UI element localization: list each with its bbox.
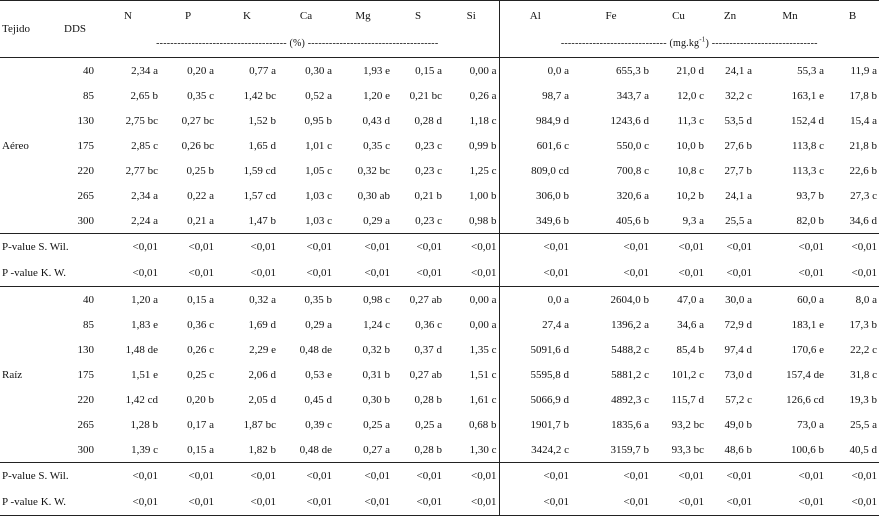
value-cell: 0,23 c: [415, 214, 442, 227]
value-cell: 1,65 d: [248, 139, 276, 152]
stat-cell: <0,01: [678, 241, 704, 253]
value-cell: 25,5 a: [725, 214, 752, 227]
value-cell: 5881,2 c: [611, 368, 649, 381]
value-cell: 2,06 d: [248, 368, 276, 381]
value-cell: 5091,6 d: [530, 343, 569, 356]
table-row: [0, 158, 879, 183]
table-row: [0, 287, 879, 313]
value-cell: 1,93 e: [363, 64, 390, 77]
stat-cell: <0,01: [678, 267, 704, 279]
value-cell: 700,8 c: [616, 164, 649, 177]
value-cell: 0,28 b: [414, 393, 442, 406]
value-cell: 57,2 c: [725, 393, 752, 406]
stat-cell: <0,01: [798, 241, 824, 253]
value-cell: 2,85 c: [131, 139, 158, 152]
value-cell: 0,30 ab: [357, 189, 390, 202]
value-cell: 152,4 d: [791, 114, 824, 127]
value-cell: 0,28 d: [414, 114, 442, 127]
value-cell: 0,26 a: [444, 83, 499, 108]
stat-row: [0, 260, 879, 287]
value-cell: 1,82 b: [248, 443, 276, 456]
table-row: [0, 183, 879, 208]
dds-cell: 130: [77, 114, 94, 127]
value-cell: 55,3 a: [797, 64, 824, 77]
stat-cell: <0,01: [364, 267, 390, 279]
stat-label: P-value S. Wil.: [2, 470, 69, 482]
value-cell: 21,8 b: [849, 139, 877, 152]
element-header-ca: Ca: [299, 9, 313, 22]
value-cell: 1,59 cd: [243, 164, 276, 177]
value-cell: 0,15 a: [187, 293, 214, 306]
dds-cell: 220: [77, 393, 94, 406]
stat-cell: <0,01: [416, 241, 442, 253]
element-header-k: K: [243, 9, 251, 22]
value-cell: 3159,7 b: [610, 443, 649, 456]
value-cell: 0,39 c: [305, 418, 332, 431]
value-cell: 0,28 b: [414, 443, 442, 456]
value-cell: 30,0 a: [725, 293, 752, 306]
stat-cell: <0,01: [798, 267, 824, 279]
value-cell: 0,25 a: [363, 418, 390, 431]
value-cell: 5066,9 d: [530, 393, 569, 406]
stat-cell: <0,01: [416, 470, 442, 482]
stat-cell: <0,01: [250, 470, 276, 482]
element-header-mn: Mn: [782, 9, 798, 22]
stat-cell: <0,01: [623, 496, 649, 508]
stat-cell: <0,01: [188, 241, 214, 253]
value-cell: 157,4 de: [786, 368, 824, 381]
value-cell: 1,28 b: [130, 418, 158, 431]
value-cell: 0,29 a: [305, 318, 332, 331]
stat-cell: <0,01: [364, 241, 390, 253]
value-cell: 1,52 b: [248, 114, 276, 127]
value-cell: 24,1 a: [725, 64, 752, 77]
value-cell: 0,26 c: [187, 343, 214, 356]
stat-cell: <0,01: [306, 241, 332, 253]
element-header-mg: Mg: [355, 9, 371, 22]
value-cell: 2604,0 b: [610, 293, 649, 306]
stat-cell: <0,01: [250, 267, 276, 279]
value-cell: 0,95 b: [304, 114, 332, 127]
element-header-al: Al: [529, 9, 541, 22]
stat-cell: <0,01: [416, 496, 442, 508]
value-cell: 0,98 b: [444, 208, 499, 234]
value-cell: 0,37 d: [414, 343, 442, 356]
value-cell: 1,20 e: [363, 89, 390, 102]
value-cell: 0,15 a: [187, 443, 214, 456]
value-cell: 0,35 c: [363, 139, 390, 152]
value-cell: 0,21 b: [414, 189, 442, 202]
stat-cell: <0,01: [188, 496, 214, 508]
tissue-label: Aéreo: [2, 139, 29, 152]
stat-cell: <0,01: [306, 496, 332, 508]
value-cell: 4892,3 c: [611, 393, 649, 406]
table-row: [0, 312, 879, 337]
value-cell: 113,8 c: [792, 139, 824, 152]
value-cell: 2,34 a: [131, 189, 158, 202]
value-cell: 0,17 a: [187, 418, 214, 431]
value-cell: 53,5 d: [724, 114, 752, 127]
value-cell: 113,3 c: [792, 164, 824, 177]
value-cell: 1,35 c: [444, 337, 499, 362]
value-cell: 984,9 d: [536, 114, 569, 127]
value-cell: 170,6 e: [791, 343, 824, 356]
value-cell: 0,32 b: [362, 343, 390, 356]
value-cell: 40,5 d: [849, 443, 877, 456]
value-cell: 3424,2 c: [531, 443, 569, 456]
value-cell: 17,8 b: [849, 89, 877, 102]
value-cell: 0,20 b: [186, 393, 214, 406]
value-cell: 1,03 c: [305, 214, 332, 227]
stat-row: [0, 234, 879, 261]
value-cell: 0,23 c: [415, 164, 442, 177]
value-cell: 126,6 cd: [786, 393, 824, 406]
value-cell: 22,6 b: [849, 164, 877, 177]
value-cell: 72,9 d: [724, 318, 752, 331]
stat-cell: <0,01: [851, 496, 877, 508]
stat-cell: <0,01: [678, 470, 704, 482]
value-cell: 1,03 c: [305, 189, 332, 202]
value-cell: 2,77 bc: [125, 164, 158, 177]
header-row: [0, 1, 879, 31]
value-cell: 2,75 bc: [125, 114, 158, 127]
value-cell: 1,61 c: [444, 387, 499, 412]
value-cell: 1,83 e: [131, 318, 158, 331]
value-cell: 1,51 e: [131, 368, 158, 381]
stat-cell: <0,01: [444, 234, 499, 261]
dds-cell: 85: [83, 89, 94, 102]
value-cell: 0,26 bc: [181, 139, 214, 152]
value-cell: 0,15 a: [415, 64, 442, 77]
stat-cell: <0,01: [623, 267, 649, 279]
value-cell: 0,48 de: [299, 343, 332, 356]
value-cell: 655,3 b: [616, 64, 649, 77]
value-cell: 17,3 b: [849, 318, 877, 331]
stat-cell: <0,01: [543, 267, 569, 279]
stat-cell: <0,01: [623, 241, 649, 253]
value-cell: 0,20 a: [187, 64, 214, 77]
value-cell: 0,30 b: [362, 393, 390, 406]
value-cell: 0,36 c: [187, 318, 214, 331]
value-cell: 5488,2 c: [611, 343, 649, 356]
value-cell: 49,0 b: [724, 418, 752, 431]
element-header-zn: Zn: [723, 9, 737, 22]
value-cell: 31,8 c: [850, 368, 877, 381]
value-cell: 343,7 a: [616, 89, 649, 102]
value-cell: 9,3 a: [682, 214, 704, 227]
value-cell: 34,6 a: [677, 318, 704, 331]
value-cell: 306,0 b: [536, 189, 569, 202]
stat-label: P -value K. W.: [2, 267, 67, 279]
value-cell: 8,0 a: [855, 293, 877, 306]
stat-cell: <0,01: [726, 241, 752, 253]
value-cell: 0,27 a: [363, 443, 390, 456]
value-cell: 0,32 bc: [357, 164, 390, 177]
value-cell: 1,30 c: [444, 437, 499, 463]
stat-cell: <0,01: [132, 496, 158, 508]
value-cell: 0,0 a: [547, 293, 569, 306]
value-cell: 1,00 b: [444, 183, 499, 208]
value-cell: 82,0 b: [796, 214, 824, 227]
value-cell: 0,68 b: [444, 412, 499, 437]
dds-cell: 220: [77, 164, 94, 177]
stat-cell: <0,01: [726, 496, 752, 508]
value-cell: 27,6 b: [724, 139, 752, 152]
value-cell: 809,0 cd: [531, 164, 569, 177]
value-cell: 5595,8 d: [530, 368, 569, 381]
value-cell: 0,21 bc: [409, 89, 442, 102]
value-cell: 1396,2 a: [611, 318, 649, 331]
value-cell: 0,21 a: [187, 214, 214, 227]
value-cell: 85,4 b: [676, 343, 704, 356]
table-row: [0, 387, 879, 412]
value-cell: 1,48 de: [125, 343, 158, 356]
table-row: [0, 208, 879, 234]
stat-label: P-value S. Wil.: [2, 241, 69, 253]
stat-cell: <0,01: [250, 241, 276, 253]
dds-cell: 265: [77, 189, 94, 202]
stat-cell: <0,01: [623, 470, 649, 482]
value-cell: 93,7 b: [796, 189, 824, 202]
value-cell: 47,0 a: [677, 293, 704, 306]
value-cell: 1,20 a: [131, 293, 158, 306]
value-cell: 0,25 c: [187, 368, 214, 381]
value-cell: 405,6 b: [616, 214, 649, 227]
stat-cell: <0,01: [188, 267, 214, 279]
value-cell: 1,69 d: [248, 318, 276, 331]
value-cell: 73,0 d: [724, 368, 752, 381]
value-cell: 0,99 b: [444, 133, 499, 158]
table-body: [0, 58, 879, 516]
dds-cell: 85: [83, 318, 94, 331]
stat-cell: <0,01: [132, 267, 158, 279]
value-cell: 0,27 ab: [409, 368, 442, 381]
value-cell: 320,6 a: [616, 189, 649, 202]
element-header-b: B: [848, 9, 857, 22]
unit-mg-kg: ------------------------------ $(mg.kg^{-1})$ ------------------------------: [560, 35, 818, 49]
element-header-s: S: [414, 9, 422, 22]
stat-cell: <0,01: [726, 267, 752, 279]
tejido-header: Tejido: [2, 23, 30, 35]
value-cell: 0,00 a: [444, 312, 499, 337]
stat-cell: <0,01: [132, 241, 158, 253]
stat-cell: <0,01: [306, 267, 332, 279]
value-cell: 0,35 b: [304, 293, 332, 306]
value-cell: 0,23 c: [415, 139, 442, 152]
stat-cell: <0,01: [543, 496, 569, 508]
table-row: [0, 133, 879, 158]
stat-cell: <0,01: [132, 470, 158, 482]
value-cell: 0,35 c: [187, 89, 214, 102]
stat-cell: <0,01: [444, 489, 499, 516]
tissue-label: Raíz: [2, 368, 23, 381]
value-cell: 0,25 b: [186, 164, 214, 177]
value-cell: 2,29 e: [249, 343, 276, 356]
value-cell: 601,6 c: [536, 139, 569, 152]
value-cell: 1,39 c: [131, 443, 158, 456]
table-row: [0, 337, 879, 362]
value-cell: 24,1 a: [725, 189, 752, 202]
value-cell: 19,3 b: [849, 393, 877, 406]
element-header-cu: Cu: [672, 9, 685, 22]
dds-cell: 40: [83, 64, 94, 77]
stat-cell: <0,01: [364, 496, 390, 508]
value-cell: 2,65 b: [130, 89, 158, 102]
dds-header: DDS: [64, 23, 87, 35]
value-cell: 98,7 a: [542, 89, 569, 102]
stat-cell: <0,01: [798, 470, 824, 482]
value-cell: 1,87 bc: [243, 418, 276, 431]
element-header-n: N: [124, 9, 132, 22]
value-cell: 1835,6 a: [611, 418, 649, 431]
stat-cell: <0,01: [250, 496, 276, 508]
stat-cell: <0,01: [543, 470, 569, 482]
dds-cell: 40: [83, 293, 94, 306]
table-row: [0, 108, 879, 133]
value-cell: 101,2 c: [671, 368, 704, 381]
stat-cell: <0,01: [798, 496, 824, 508]
stat-cell: <0,01: [851, 470, 877, 482]
dds-cell: 265: [77, 418, 94, 431]
value-cell: 1,51 c: [444, 362, 499, 387]
stat-cell: <0,01: [444, 463, 499, 490]
table-row: [0, 83, 879, 108]
value-cell: 100,6 b: [791, 443, 824, 456]
value-cell: 93,2 bc: [671, 418, 704, 431]
element-header-fe: Fe: [605, 9, 617, 22]
value-cell: 1,57 cd: [243, 189, 276, 202]
dds-cell: 175: [77, 368, 94, 381]
value-cell: 1,42 bc: [243, 89, 276, 102]
unit-percent: ------------------------------------- (%) -------------------------------------: [96, 30, 499, 58]
value-cell: 11,3 c: [677, 114, 704, 127]
value-cell: 0,29 a: [363, 214, 390, 227]
value-cell: 10,2 b: [676, 189, 704, 202]
value-cell: 349,6 b: [536, 214, 569, 227]
table-row: [0, 412, 879, 437]
value-cell: 1,42 cd: [125, 393, 158, 406]
value-cell: 97,4 d: [724, 343, 752, 356]
stat-cell: <0,01: [726, 470, 752, 482]
value-cell: 0,45 d: [304, 393, 332, 406]
value-cell: 15,4 a: [850, 114, 877, 127]
table-row: [0, 362, 879, 387]
value-cell: 0,00 a: [444, 287, 499, 313]
dds-cell: 300: [77, 443, 94, 456]
stat-row: [0, 489, 879, 516]
stat-cell: <0,01: [364, 470, 390, 482]
stat-label: P -value K. W.: [2, 496, 67, 508]
value-cell: 48,6 b: [724, 443, 752, 456]
stat-cell: <0,01: [851, 241, 877, 253]
table-row: [0, 437, 879, 463]
value-cell: 0,00 a: [444, 58, 499, 84]
value-cell: 1,05 c: [305, 164, 332, 177]
value-cell: 11,9 a: [850, 64, 877, 77]
value-cell: 1,01 c: [305, 139, 332, 152]
value-cell: 0,36 c: [415, 318, 442, 331]
stat-row: [0, 463, 879, 490]
value-cell: 0,32 a: [249, 293, 276, 306]
stat-cell: <0,01: [306, 470, 332, 482]
value-cell: 115,7 d: [671, 393, 704, 406]
value-cell: 27,7 b: [724, 164, 752, 177]
value-cell: 93,3 bc: [671, 443, 704, 456]
value-cell: 34,6 d: [849, 214, 877, 227]
stat-cell: <0,01: [678, 496, 704, 508]
value-cell: 0,48 de: [299, 443, 332, 456]
dds-cell: 300: [77, 214, 94, 227]
value-cell: 60,0 a: [797, 293, 824, 306]
value-cell: 0,27 ab: [409, 293, 442, 306]
value-cell: 0,25 a: [415, 418, 442, 431]
value-cell: 21,0 d: [676, 64, 704, 77]
dds-cell: 130: [77, 343, 94, 356]
value-cell: 32,2 c: [725, 89, 752, 102]
element-header-p: P: [184, 9, 192, 22]
value-cell: 0,31 b: [362, 368, 390, 381]
stat-cell: <0,01: [851, 267, 877, 279]
value-cell: 0,27 bc: [181, 114, 214, 127]
value-cell: 27,3 c: [850, 189, 877, 202]
value-cell: 2,24 a: [131, 214, 158, 227]
value-cell: 0,30 a: [305, 64, 332, 77]
value-cell: 12,0 c: [677, 89, 704, 102]
value-cell: 10,0 b: [676, 139, 704, 152]
value-cell: 163,1 e: [791, 89, 824, 102]
value-cell: 183,1 e: [791, 318, 824, 331]
value-cell: 25,5 a: [850, 418, 877, 431]
value-cell: 10,8 c: [677, 164, 704, 177]
value-cell: 1,47 b: [248, 214, 276, 227]
value-cell: 0,22 a: [187, 189, 214, 202]
value-cell: 1,18 c: [444, 108, 499, 133]
value-cell: 1243,6 d: [610, 114, 649, 127]
value-cell: 0,77 a: [249, 64, 276, 77]
stat-cell: <0,01: [444, 260, 499, 287]
unit-row: [0, 30, 879, 58]
value-cell: 1,24 c: [363, 318, 390, 331]
stat-cell: <0,01: [416, 267, 442, 279]
stat-cell: <0,01: [188, 470, 214, 482]
value-cell: 1,25 c: [444, 158, 499, 183]
stat-cell: <0,01: [543, 241, 569, 253]
value-cell: 0,52 a: [305, 89, 332, 102]
value-cell: 2,05 d: [248, 393, 276, 406]
value-cell: 0,0 a: [547, 64, 569, 77]
dds-cell: 175: [77, 139, 94, 152]
table-row: [0, 58, 879, 84]
value-cell: 27,4 a: [542, 318, 569, 331]
value-cell: 22,2 c: [850, 343, 877, 356]
value-cell: 1901,7 b: [530, 418, 569, 431]
value-cell: 0,43 d: [362, 114, 390, 127]
value-cell: 0,53 e: [305, 368, 332, 381]
value-cell: 2,34 a: [131, 64, 158, 77]
element-header-si: Si: [444, 1, 499, 31]
value-cell: 0,98 c: [363, 293, 390, 306]
value-cell: 550,0 c: [616, 139, 649, 152]
value-cell: 73,0 a: [797, 418, 824, 431]
